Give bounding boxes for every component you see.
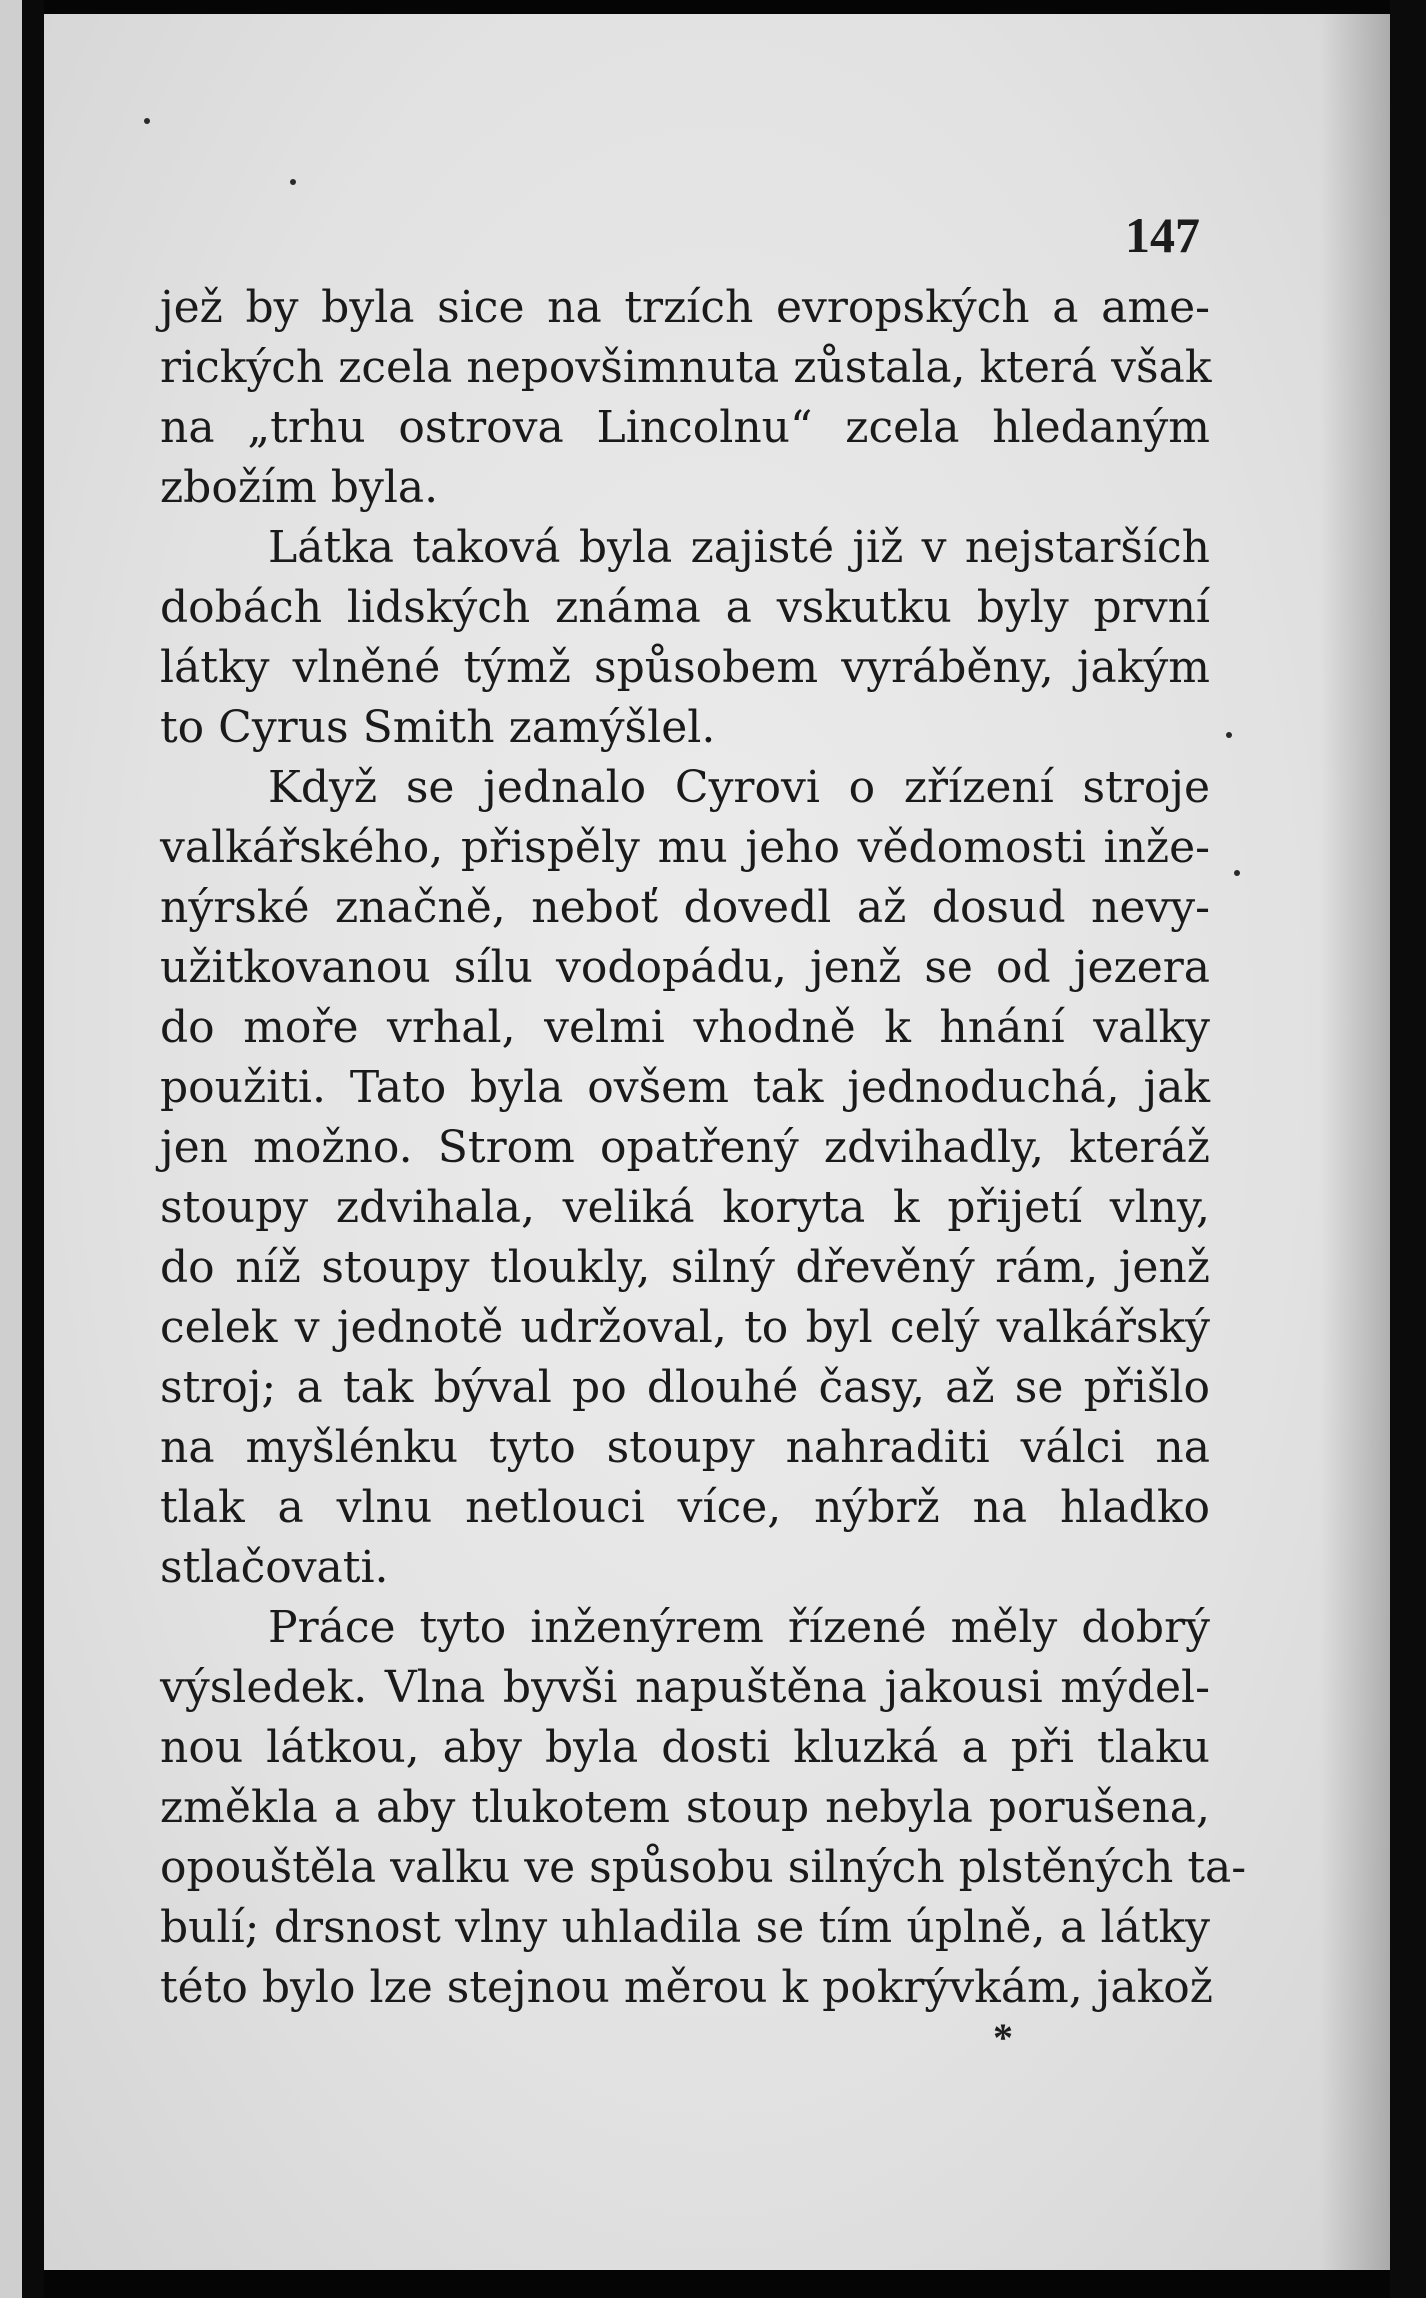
text-line: tlak a vlnu netlouci více, nýbrž na hladko [160, 1482, 1210, 1533]
text-line: do níž stoupy tloukly, silný dřevěný rám, jenž [160, 1242, 1210, 1293]
text-line: to Cyrus Smith zamýšlel. [160, 702, 716, 753]
text-line: nou látkou, aby byla dosti kluzká a při tlaku [160, 1722, 1210, 1773]
text-line: jež by byla sice na trzích evropských a ame- [160, 282, 1210, 333]
text-line: bulí; drsnost vlny uhladila se tím úplně, a látky [160, 1902, 1210, 1953]
text-line: stroj; a tak býval po dlouhé časy, až se přišlo [160, 1362, 1210, 1413]
text-line: této bylo lze stejnou měrou k pokrývkám, jakož [160, 1962, 1213, 2013]
print-speck [1226, 732, 1232, 738]
text-line: stlačovati. [160, 1542, 389, 1593]
text-line: valkářského, přispěly mu jeho vědomosti inže- [160, 822, 1210, 873]
left-page-edge [0, 0, 22, 2298]
print-speck [290, 179, 296, 185]
text-line: zbožím byla. [160, 462, 439, 513]
text-line: změkla a aby tlukotem stoup nebyla porušena, [160, 1782, 1210, 1833]
text-line: na „trhu ostrova Lincolnu“ zcela hledaným [160, 402, 1210, 453]
text-line: jen možno. Strom opatřený zdvihadly, kteráž [160, 1122, 1210, 1173]
text-line: látky vlněné týmž spůsobem vyráběny, jakým [160, 642, 1210, 693]
text-line: Práce tyto inženýrem řízené měly dobrý [268, 1602, 1210, 1653]
text-line: dobách lidských známa a vskutku byly první [160, 582, 1210, 633]
text-line: opouštěla valku ve spůsobu silných plstěných ta- [160, 1842, 1247, 1893]
text-line: užitkovanou sílu vodopádu, jenž se od jezera [160, 942, 1210, 993]
text-line: stoupy zdvihala, veliká koryta k přijetí vlny, [160, 1182, 1210, 1233]
text-line: na myšlénku tyto stoupy nahraditi válci na [160, 1422, 1210, 1473]
text-line: nýrské značně, neboť dovedl až dosud nevy- [160, 882, 1210, 933]
text-line: výsledek. Vlna byvši napuštěna jakousi mýdel- [160, 1662, 1210, 1713]
binding-gutter [22, 0, 44, 2298]
text-line: Látka taková byla zajisté již v nejstarších [268, 522, 1210, 573]
signature-mark: * [993, 2015, 1013, 2060]
text-line: celek v jednotě udržoval, to byl celý valkářský [160, 1302, 1210, 1353]
body-text [160, 278, 1247, 2018]
text-line: do moře vrhal, velmi vhodně k hnání valky [160, 1002, 1210, 1053]
print-speck [1234, 870, 1240, 876]
text-line: Když se jednalo Cyrovi o zřízení stroje [268, 762, 1210, 813]
page-number: 147 [1125, 207, 1200, 263]
text-line: rických zcela nepovšimnuta zůstala, která však [160, 342, 1212, 393]
right-page-edge [1390, 0, 1426, 2298]
print-speck [144, 118, 150, 124]
text-line: použiti. Tato byla ovšem tak jednoduchá, jak [160, 1062, 1210, 1113]
